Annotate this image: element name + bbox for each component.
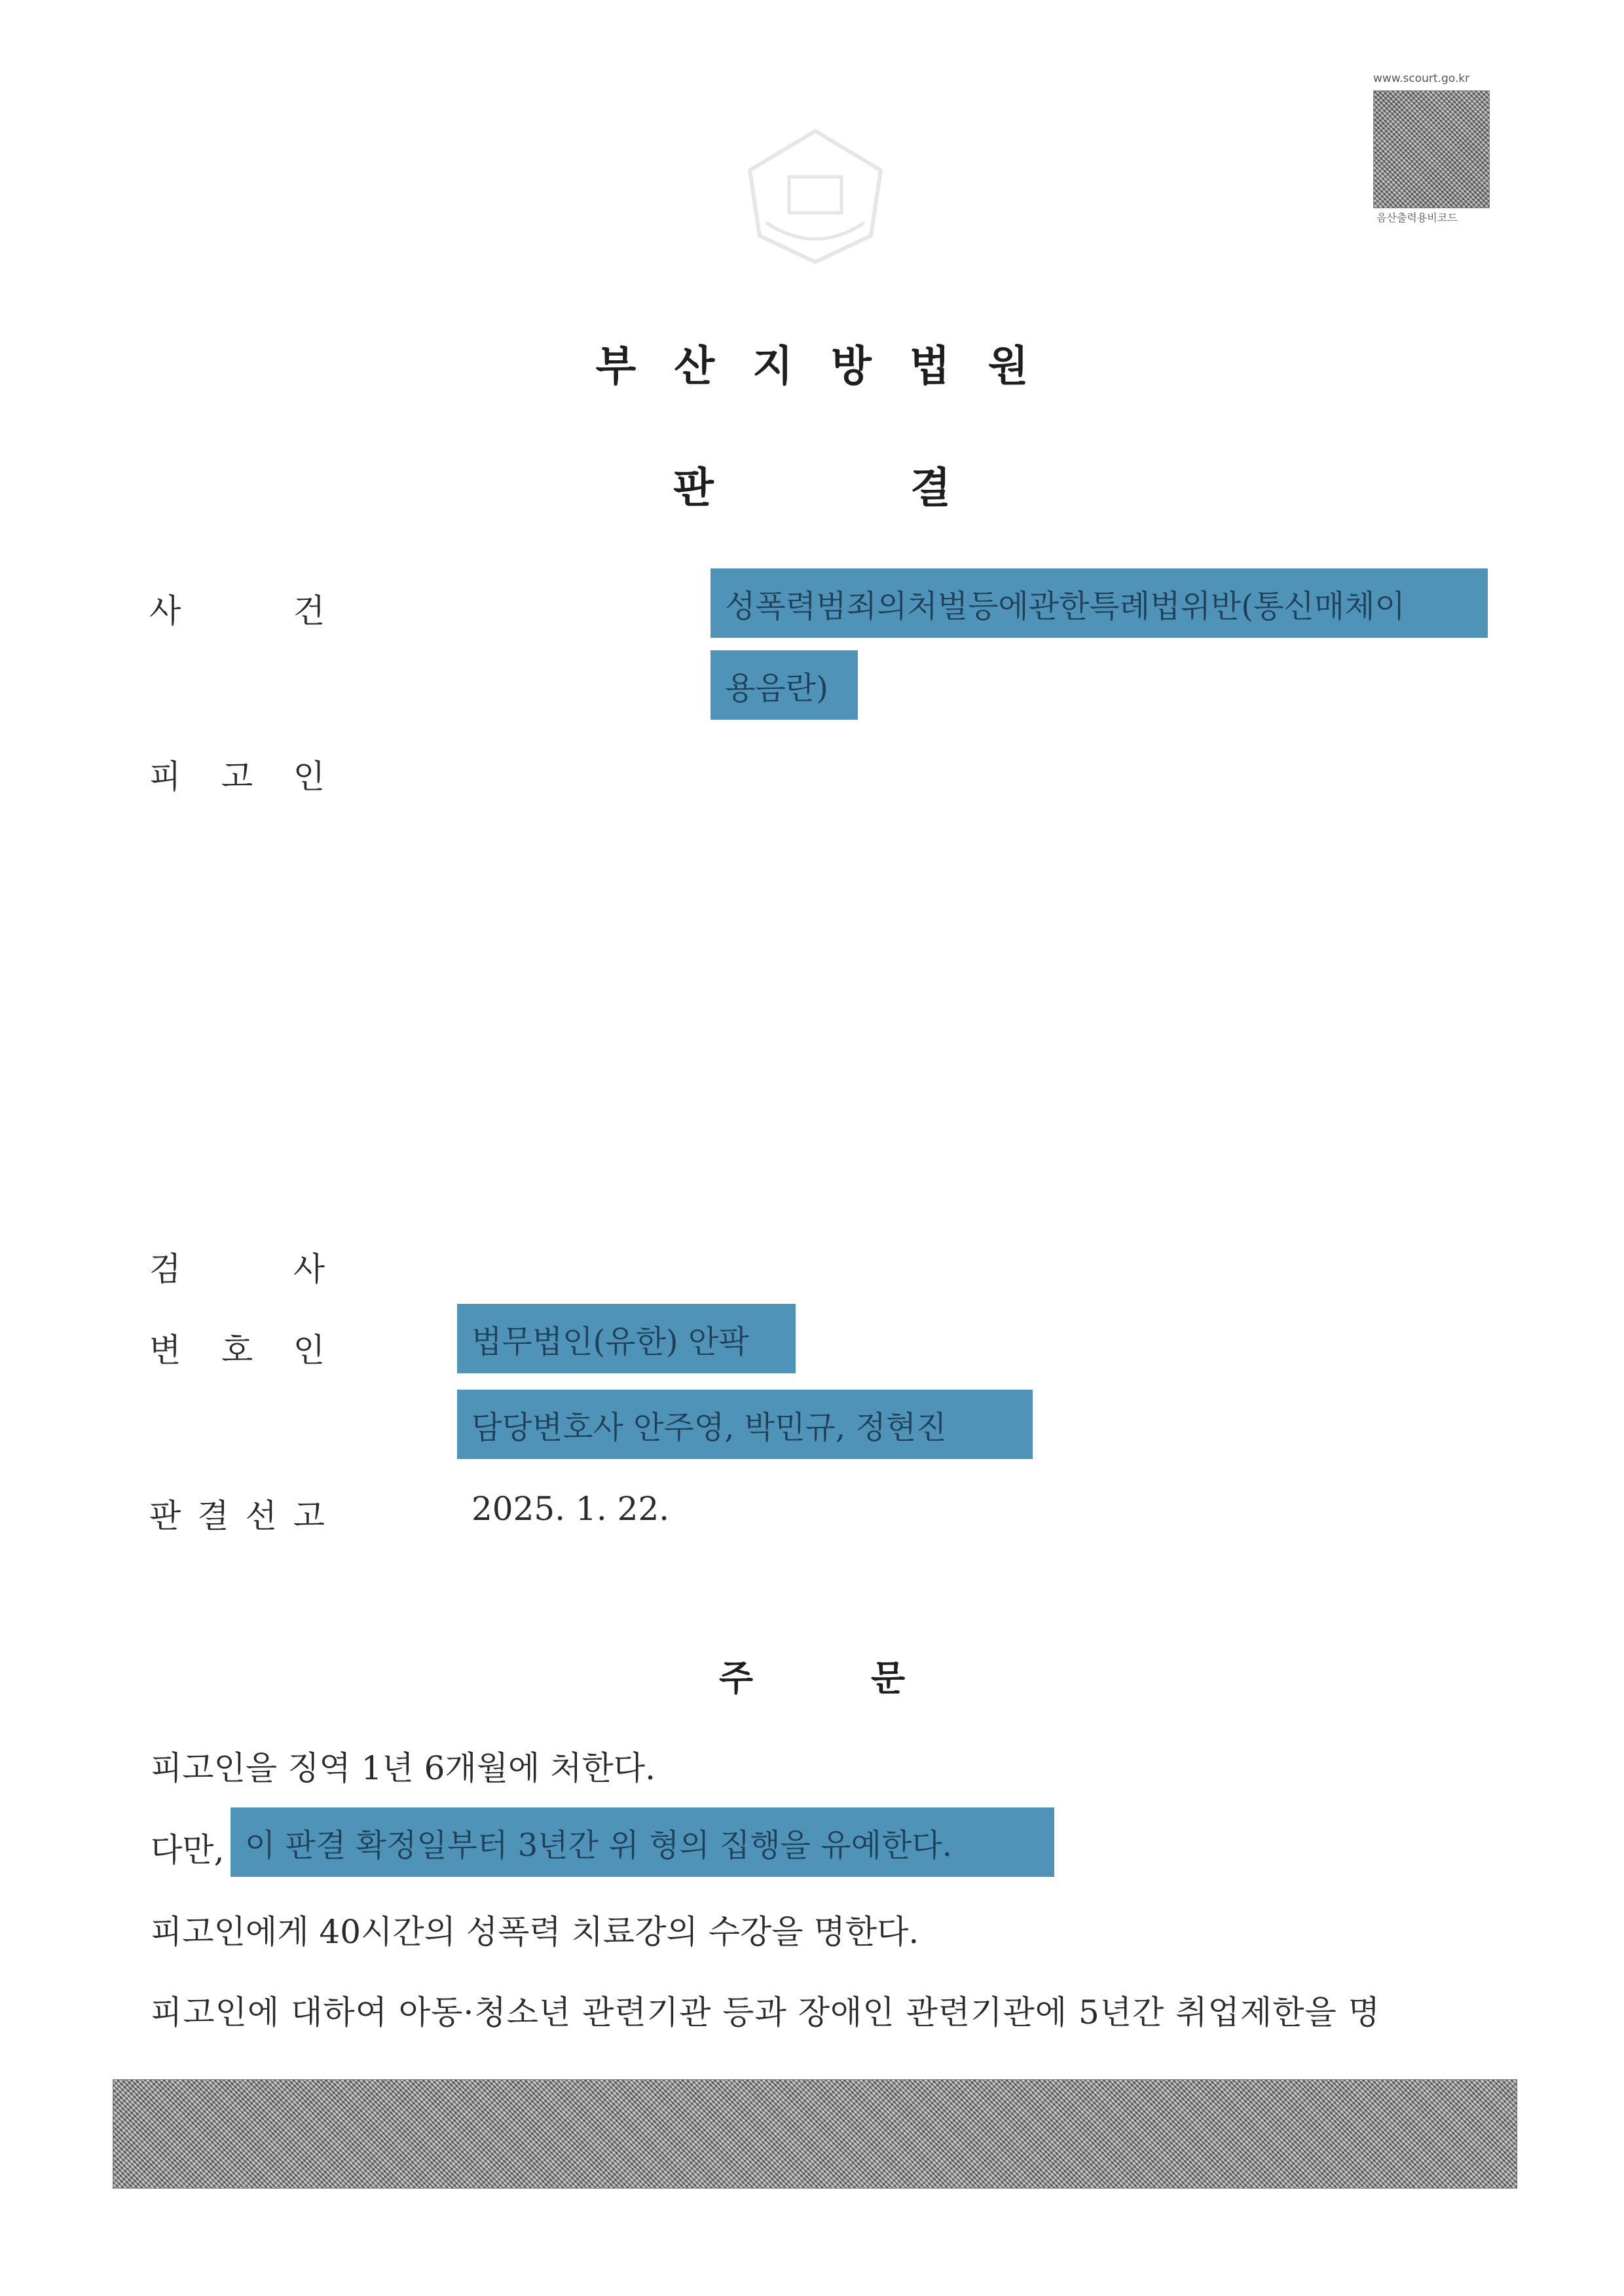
case-title-line1: 성폭력범죄의처벌등에관한특례법위반(통신매체이: [710, 568, 1488, 638]
decision-date-label: 판 결 선 고: [149, 1497, 325, 1535]
court-seal-watermark: [740, 124, 891, 268]
document-title: [0, 454, 1624, 515]
order-heading-left: 주: [718, 1657, 753, 1699]
verification-barcode: [1373, 90, 1490, 208]
counsel-attorneys: 담당변호사 안주영, 박민규, 정현진: [457, 1390, 1033, 1459]
document-title-left: 판: [673, 464, 714, 513]
footer-barcode-strip: [113, 2079, 1517, 2189]
defendant-label: 피 고 인: [149, 758, 325, 796]
order-heading: [0, 1650, 1624, 1701]
verification-url: www.scourt.go.kr: [1373, 72, 1470, 85]
order-line-suspension: 이 판결 확정일부터 3년간 위 형의 집행을 유예한다.: [231, 1807, 1054, 1877]
document-title-right: 결: [910, 464, 951, 513]
court-name: 부산지방법원: [595, 343, 1067, 391]
order-line-treatment: 피고인에게 40시간의 성폭력 치료강의 수강을 명한다.: [151, 1913, 919, 1951]
order-line-employment-restriction: 피고인에 대하여 아동·청소년 관련기관 등과 장애인 관련기관에 5년간 취업제한을 명: [151, 1993, 1380, 2031]
prosecutor-label: 검 사: [149, 1250, 325, 1288]
verification-caption: 음산출력용비코드: [1376, 212, 1458, 224]
decision-date: 2025. 1. 22.: [471, 1490, 670, 1528]
case-title-line2: 용음란): [710, 650, 858, 720]
case-label: 사 건: [149, 592, 325, 630]
counsel-label: 변 호 인: [149, 1331, 325, 1369]
order-line-suspension-prefix: 다만,: [151, 1831, 225, 1869]
order-line-sentence: 피고인을 징역 1년 6개월에 처한다.: [151, 1749, 655, 1787]
order-heading-right: 문: [871, 1657, 906, 1699]
counsel-firm: 법무법인(유한) 안팍: [457, 1304, 796, 1373]
